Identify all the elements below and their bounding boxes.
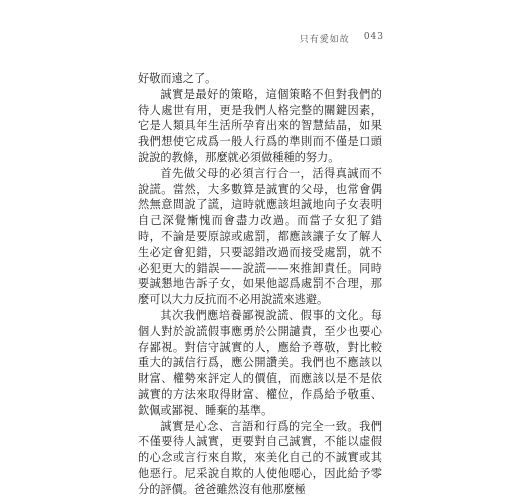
body-text bbox=[138, 71, 382, 498]
paragraph: 首先做父母的必須言行合一，活得真誠而不說謊。當然，大多數算是誠實的父母，也常會偶然無意間說了謊，這時就應該坦誠地向子女表明自己深覺慚愧而會盡力改過。而當子女犯了錯時，不論是要原諒或處罰，都應該讓子女了解人生必定會犯錯，只要認錯改過而接受處罰，就不必犯更大的錯誤——說謊——來推卸責任。同時要誠懇地告訴子女，如果他認爲處罰不合理，那麼可以大力反抗而不必用說謊來逃避。 bbox=[138, 166, 382, 307]
paragraph: 其次我們應培養鄙視說謊、假事的文化。每個人對於說謊假事應勇於公開譴責，至少也要心存鄙視。對信守誠實的人，應給予尊敬，對比較重大的誠信行爲，應公開讚美。我們也不應該以財富、權勢來評定人的價值，而應該以是不是依誠實的方法來取得財富、權位，作爲給予敬重、欽佩或鄙視、睡棄的基準。 bbox=[138, 308, 382, 417]
page-number: 043 bbox=[363, 32, 384, 42]
paragraph: 好敬而遠之了。 bbox=[138, 72, 217, 85]
running-title: 只有愛如故 bbox=[299, 35, 350, 45]
paragraph: 誠實是心念、言語和行爲的完全一致。我們不僅要待人誠實，更要對自己誠實，不能以虛假的心念或言行來自欺，來美化自己的不誠實或其他惡行。尼采說自欺的人使他噁心，因此給予零分的評價。爸爸雖然沒有他那麼極 bbox=[138, 419, 382, 496]
paragraph: 誠實是最好的策略，這個策略不但對我們的待人處世有用，更是我們人格完整的關鍵因素，它是人類具年生活所孕育出來的智慧結晶，如果我們想使它成爲一般人行爲的準則而不僅是口頭說說的教條，那麼就必須做種種的努力。 bbox=[138, 87, 382, 164]
page-header bbox=[300, 32, 384, 45]
